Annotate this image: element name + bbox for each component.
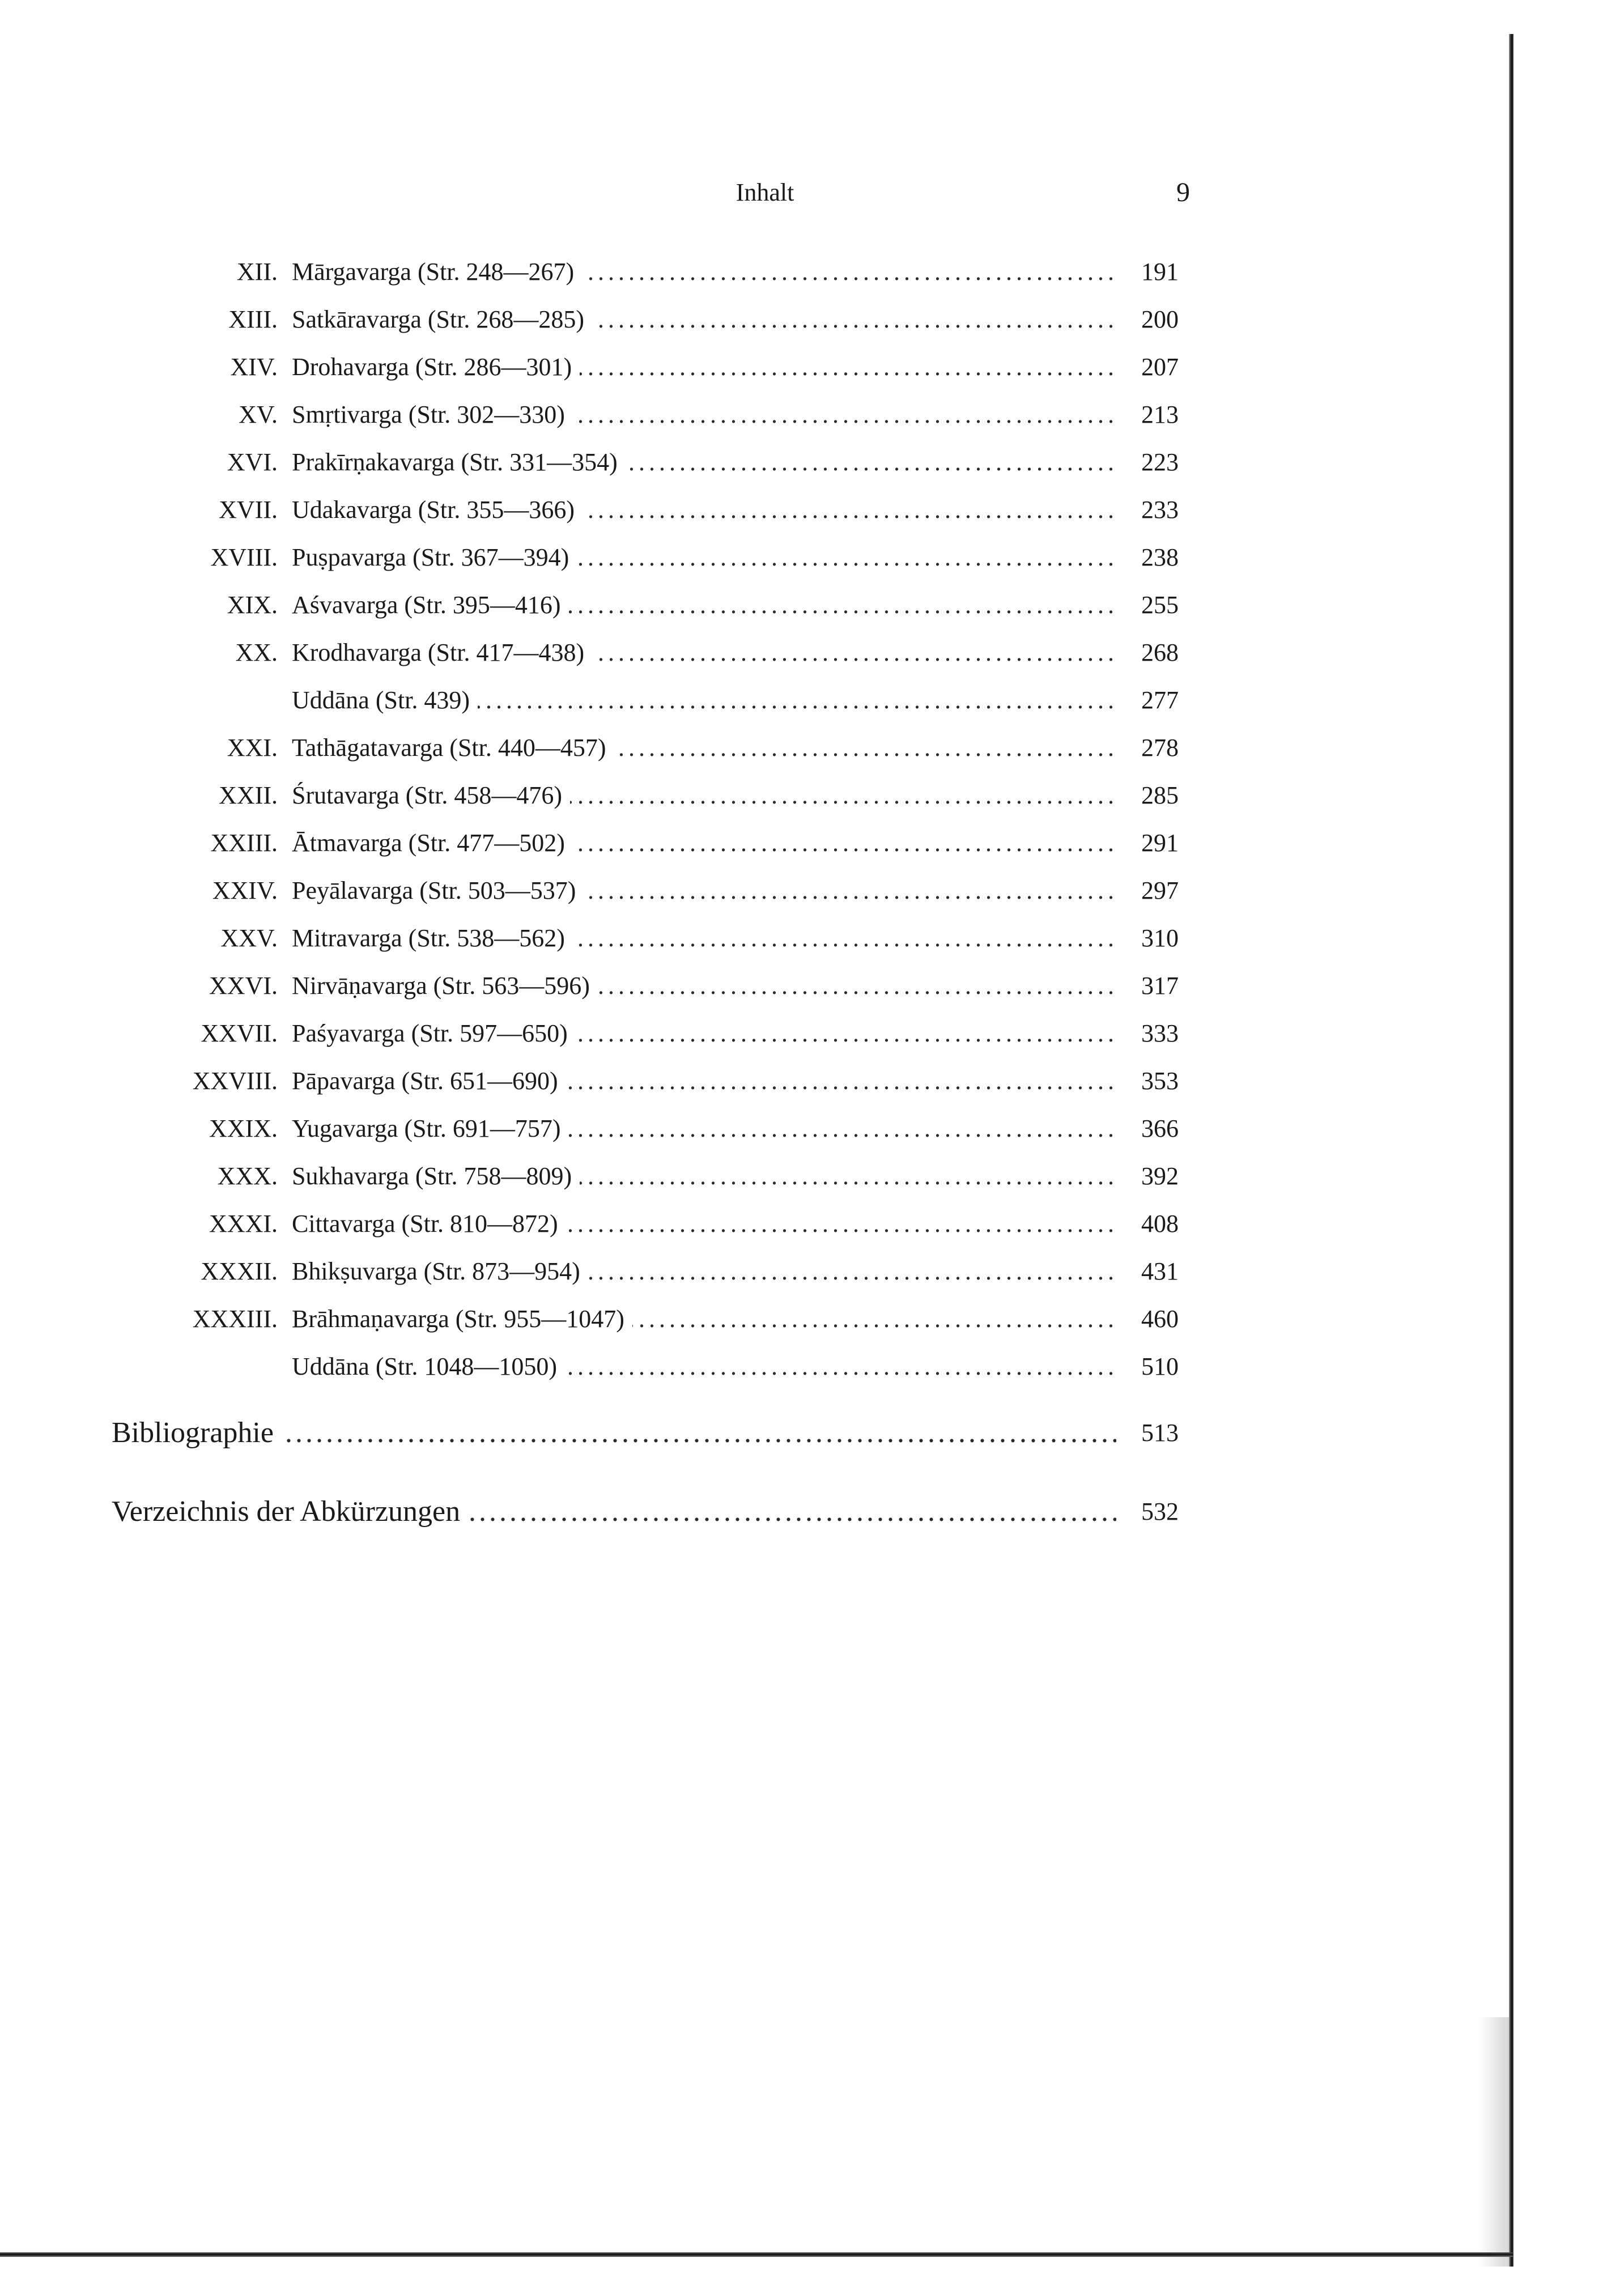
chapter-title-leader [292, 296, 1116, 343]
chapter-numeral: XXIX. [209, 1115, 278, 1142]
chapter-numeral: XXXII. [201, 1257, 278, 1285]
toc-entry [0, 867, 1624, 915]
chapter-title-leader [292, 391, 1116, 439]
chapter-title-leader [292, 915, 1116, 962]
toc-entry [0, 1010, 1624, 1057]
chapter-page: 392 [1141, 1162, 1179, 1190]
chapter-title: Paśyavarga (Str. 597—650) [292, 1019, 576, 1047]
toc-entry [0, 486, 1624, 534]
chapter-title-leader [292, 534, 1116, 581]
chapter-page: 207 [1141, 353, 1179, 381]
page-edge-shadow [1479, 2017, 1513, 2267]
chapter-page: 285 [1141, 781, 1179, 809]
page-bottom-edge [0, 2252, 1513, 2257]
chapter-title-leader [292, 1295, 1116, 1343]
toc-entry [0, 772, 1624, 819]
chapter-numeral: XXIV. [212, 877, 278, 904]
chapter-numeral: XVII. [219, 496, 278, 524]
chapter-title: Uddāna (Str. 1048—1050) [292, 1353, 565, 1380]
toc-entry [0, 819, 1624, 867]
chapter-title-leader [292, 248, 1116, 296]
chapter-numeral: XIV. [230, 353, 278, 381]
chapter-title: Prakīrṇakavarga (Str. 331—354) [292, 448, 626, 476]
chapter-numeral: XXX. [217, 1162, 278, 1190]
toc-entry [0, 1248, 1624, 1295]
chapter-page: 213 [1141, 401, 1179, 428]
toc-entry [0, 581, 1624, 629]
chapter-title: Udakavarga (Str. 355—366) [292, 496, 583, 524]
chapter-title-leader [292, 1105, 1116, 1153]
chapter-title-leader [292, 819, 1116, 867]
chapter-page: 408 [1141, 1210, 1179, 1238]
chapter-page: 278 [1141, 734, 1179, 762]
toc-entry [0, 439, 1624, 486]
chapter-numeral: XIX. [227, 591, 278, 619]
chapter-page: 460 [1141, 1305, 1179, 1333]
chapter-page: 277 [1141, 686, 1179, 714]
chapter-title-leader [292, 343, 1116, 391]
chapter-page: 510 [1141, 1353, 1179, 1380]
toc-entry [0, 915, 1624, 962]
chapter-title-leader [292, 1343, 1116, 1391]
toc-entry [0, 962, 1624, 1010]
toc-entry [0, 1200, 1624, 1248]
chapter-title: Nirvāṇavarga (Str. 563—596) [292, 972, 598, 1000]
chapter-title: Smṛtivarga (Str. 302—330) [292, 401, 573, 428]
chapter-numeral: XVI. [227, 448, 278, 476]
toc-entry [0, 391, 1624, 439]
abbreviations-title: Verzeichnis der Abkürzungen [112, 1495, 468, 1528]
toc-entry [0, 1343, 1624, 1391]
chapter-numeral: XXII. [219, 781, 278, 809]
chapter-page: 297 [1141, 877, 1179, 904]
chapter-page: 238 [1141, 543, 1179, 571]
chapter-numeral: XVIII. [210, 543, 278, 571]
bibliography-page: 513 [1141, 1419, 1179, 1447]
chapter-title-leader [292, 677, 1116, 724]
page-number: 9 [1176, 177, 1190, 207]
chapter-page: 191 [1141, 258, 1179, 286]
chapter-title-leader [292, 629, 1116, 677]
chapter-page: 353 [1141, 1067, 1179, 1095]
abbreviations-page: 532 [1141, 1498, 1179, 1525]
chapter-numeral: XXV. [220, 924, 278, 952]
chapter-numeral: XV. [239, 401, 278, 428]
chapter-title-leader [292, 581, 1116, 629]
running-title: Inhalt [736, 178, 794, 206]
bibliography-leader [112, 1408, 1116, 1459]
chapter-title: Brāhmaṇavarga (Str. 955—1047) [292, 1305, 632, 1333]
chapter-page: 431 [1141, 1257, 1179, 1285]
chapter-title-leader [292, 1200, 1116, 1248]
chapter-title: Peyālavarga (Str. 503—537) [292, 877, 584, 904]
page-right-edge [1509, 34, 1514, 2267]
chapter-title: Pāpavarga (Str. 651—690) [292, 1067, 566, 1095]
chapter-title: Mārgavarga (Str. 248—267) [292, 258, 582, 286]
chapter-numeral: XXXIII. [192, 1305, 278, 1333]
chapter-numeral: XXVI. [209, 972, 278, 1000]
chapter-title-leader [292, 486, 1116, 534]
toc-entry-abbreviations [0, 1486, 1624, 1537]
chapter-numeral: XXIII. [210, 829, 278, 857]
chapter-numeral: XX. [235, 639, 278, 666]
chapter-page: 317 [1141, 972, 1179, 1000]
chapter-page: 200 [1141, 305, 1179, 333]
chapter-title: Sukhavarga (Str. 758—809) [292, 1162, 580, 1190]
toc-entry [0, 248, 1624, 296]
chapter-page: 255 [1141, 591, 1179, 619]
chapter-page: 291 [1141, 829, 1179, 857]
chapter-numeral: XIII. [228, 305, 278, 333]
chapter-title: Puṣpavarga (Str. 367—394) [292, 543, 577, 571]
chapter-title: Mitravarga (Str. 538—562) [292, 924, 573, 952]
chapter-page: 223 [1141, 448, 1179, 476]
chapter-title-leader [292, 772, 1116, 819]
chapter-title: Krodhavarga (Str. 417—438) [292, 639, 592, 666]
chapter-title: Cittavarga (Str. 810—872) [292, 1210, 566, 1238]
chapter-title: Aśvavarga (Str. 395—416) [292, 591, 569, 619]
chapter-title-leader [292, 724, 1116, 772]
toc-entry [0, 1057, 1624, 1105]
chapter-page: 366 [1141, 1115, 1179, 1142]
toc-entry [0, 1153, 1624, 1200]
toc-entry [0, 1105, 1624, 1153]
chapter-title-leader [292, 867, 1116, 915]
chapter-title-leader [292, 1248, 1116, 1295]
chapter-title-leader [292, 962, 1116, 1010]
bibliography-title: Bibliographie [112, 1417, 282, 1449]
chapter-title: Śrutavarga (Str. 458—476) [292, 781, 570, 809]
toc-entry [0, 343, 1624, 391]
chapter-numeral: XXI. [227, 734, 278, 762]
chapter-numeral: XXVIII. [192, 1067, 278, 1095]
chapter-title: Bhikṣuvarga (Str. 873—954) [292, 1257, 588, 1285]
toc-entry [0, 534, 1624, 581]
toc-entry [0, 1295, 1624, 1343]
chapter-page: 268 [1141, 639, 1179, 666]
toc-entry [0, 296, 1624, 343]
chapter-title: Satkāravarga (Str. 268—285) [292, 305, 592, 333]
chapter-title: Uddāna (Str. 439) [292, 686, 478, 714]
chapter-title-leader [292, 1010, 1116, 1057]
toc-entry [0, 629, 1624, 677]
chapter-page: 233 [1141, 496, 1179, 524]
chapter-page: 333 [1141, 1019, 1179, 1047]
chapter-numeral: XXVII. [201, 1019, 278, 1047]
chapter-title-leader [292, 1153, 1116, 1200]
toc-entry [0, 677, 1624, 724]
chapter-title: Drohavarga (Str. 286—301) [292, 353, 580, 381]
chapter-title: Ātmavarga (Str. 477—502) [292, 829, 573, 857]
toc-entry [0, 724, 1624, 772]
chapter-page: 310 [1141, 924, 1179, 952]
table-of-contents [0, 248, 1624, 1391]
chapter-title-leader [292, 1057, 1116, 1105]
chapter-title: Tathāgatavarga (Str. 440—457) [292, 734, 614, 762]
chapter-numeral: XXXI. [209, 1210, 278, 1238]
toc-entry-bibliography [0, 1408, 1624, 1459]
abbreviations-leader [112, 1486, 1116, 1537]
chapter-title-leader [292, 439, 1116, 486]
chapter-title: Yugavarga (Str. 691—757) [292, 1115, 569, 1142]
chapter-numeral: XII. [236, 258, 278, 286]
